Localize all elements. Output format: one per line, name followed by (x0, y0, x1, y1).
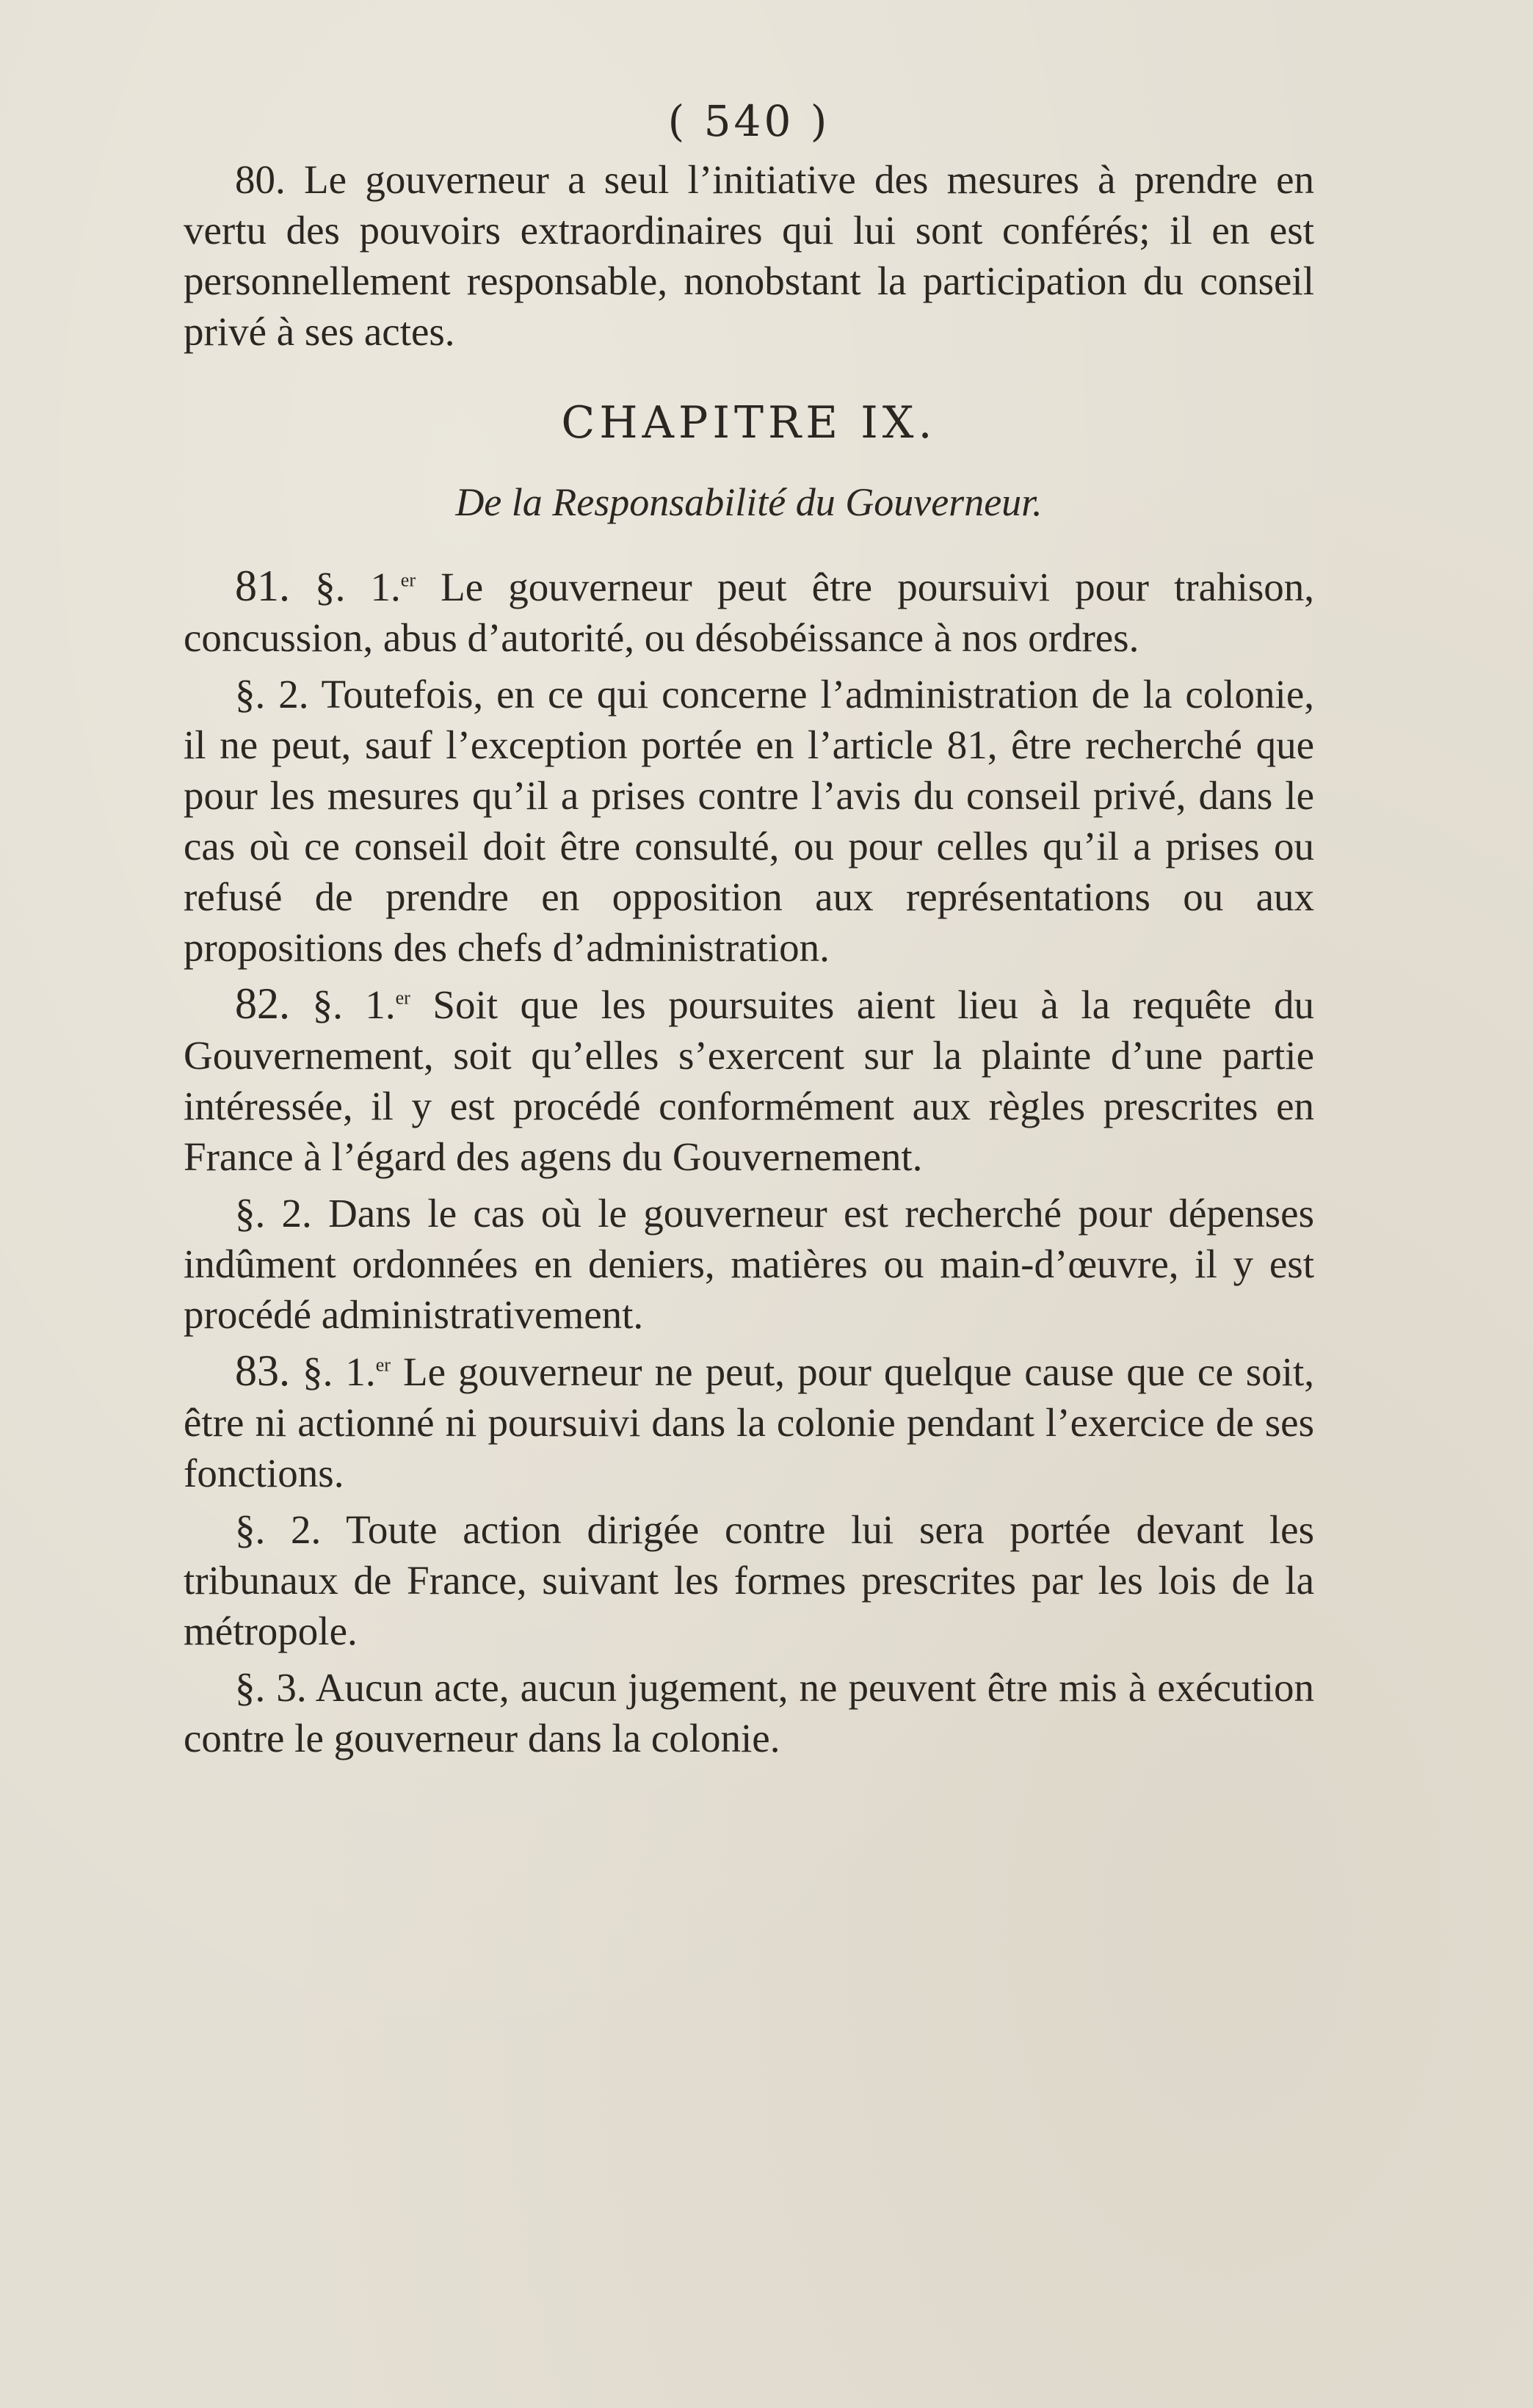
article-82-section-2: §. 2. Dans le cas où le gouverneur est recherché pour dépenses indûment ordonnées en deniers, matières ou main-d’œuvre, il y est procédé administrativement. (184, 1191, 1314, 1337)
article-82-section-1-text: Soit que les poursuites aient lieu à la requête du Gouvernement, soit qu’elles s’exercent sur la plainte d’une partie intéressée, il y est procédé conformément aux règles prescrites en France à l’égard des agens du Gouvernement. (184, 982, 1314, 1179)
article-82-section-1-label: §. 1. (312, 982, 396, 1027)
article-82-section-1 (184, 979, 1314, 1182)
page-number: ( 540 ) (667, 96, 830, 146)
article-83-section-2: §. 2. Toute action dirigée contre lui sera portée devant les tribunaux de France, suivant les formes prescrites par les lois de la métropole. (184, 1507, 1314, 1653)
article-83-section-1-text: Le gouverneur ne peut, pour quelque cause que ce soit, être ni actionné ni poursuivi dans la colonie pendant l’exercice de ses fonctions. (184, 1349, 1315, 1495)
article-81-section-1-text: Le gouverneur peut être poursuivi pour trahison, concussion, abus d’autorité, ou désobéissance à nos ordres. (184, 565, 1315, 660)
article-83-number: 83. (235, 1346, 290, 1395)
article-82-number: 82. (235, 979, 290, 1028)
article-83-section-3: §. 3. Aucun acte, aucun jugement, ne peuvent être mis à exécution contre le gouverneur dans la colonie. (184, 1665, 1314, 1760)
article-81-number: 81. (235, 562, 290, 610)
text-block (184, 88, 1314, 1763)
article-81-section-1-label: §. 1. (315, 565, 401, 609)
chapter-title: CHAPITRE IX. (561, 397, 937, 449)
article-82-section-1-sup: er (395, 987, 410, 1009)
article-83-section-1-sup: er (375, 1354, 391, 1376)
article-80: 80. Le gouverneur a seul l’initiative des mesures à prendre en vertu des pouvoirs extraordinaires qui lui sont conférés; il en est personnellement responsable, nonobstant la participation du conseil privé à ses actes. (184, 157, 1314, 354)
article-83-section-1-label: §. 1. (302, 1349, 376, 1394)
article-81-section-1-sup: er (400, 569, 416, 591)
article-81-section-2: §. 2. Toutefois, en ce qui concerne l’administration de la colonie, il ne peut, sauf l’exception portée en l’article 81, être recherché que pour les mesures qu’il a prises contre l’avis du conseil privé, dans le cas où ce conseil doit être consulté, ou pour celles qu’il a prises ou refusé de prendre en opposition aux représentations ou aux propositions des chefs d’administration. (184, 672, 1314, 970)
chapter-subtitle: De la Responsabilité du Gouverneur. (455, 480, 1043, 524)
article-81-section-1 (184, 561, 1314, 663)
article-83-section-1 (184, 1346, 1314, 1498)
